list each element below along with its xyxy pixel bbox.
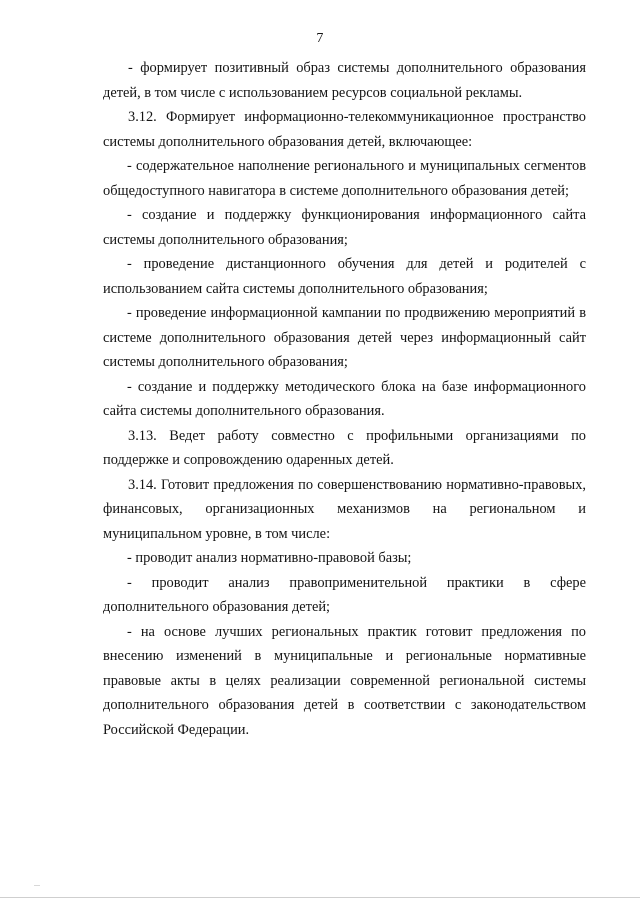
list-item-legal-analysis: - проводит анализ нормативно-правовой базы;	[127, 550, 412, 566]
list-item-practice-analysis: - проводит анализ правоприменительной практики в сфере дополнительного образования детей;	[103, 574, 586, 615]
page-number: 7	[316, 31, 324, 46]
scan-mark	[34, 885, 40, 886]
document-body	[103, 56, 586, 742]
paragraph-3-13: 3.13. Ведет работу совместно с профильными организациями по поддержке и сопровождению одаренных детей.	[103, 427, 586, 468]
page-bottom-rule	[0, 897, 640, 898]
paragraph-3-14: 3.14. Готовит предложения по совершенствованию нормативно-правовых, финансовых, организационных механизмов на региональном и муниципальном уровне, в том числе:	[103, 476, 586, 542]
list-item-distance-learning: - проведение дистанционного обучения для детей и родителей с использованием сайта системы дополнительного образования;	[103, 256, 586, 297]
list-item-info-site: - создание и поддержку функционирования информационного сайта системы дополнительного образования;	[103, 207, 586, 248]
paragraph-3-12: 3.12. Формирует информационно-телекоммуникационное пространство системы дополнительного образования детей, включающее:	[103, 109, 586, 150]
list-item-methodical-block: - создание и поддержку методического блока на базе информационного сайта системы дополнительного образования.	[103, 378, 586, 419]
list-item-proposals: - на основе лучших региональных практик готовит предложения по внесению изменений в муниципальные и региональные нормативные правовые акты в целях реализации современной региональной системы дополнительного образования детей в соответствии с законодательством Российской Федерации.	[103, 623, 586, 738]
list-item-navigator: - содержательное наполнение регионального и муниципальных сегментов общедоступного навигатора в системе дополнительного образования детей;	[103, 158, 586, 199]
list-item-info-campaign: - проведение информационной кампании по продвижению мероприятий в системе дополнительного образования детей через информационный сайт системы дополнительного образования;	[103, 305, 586, 370]
paragraph-positive-image: - формирует позитивный образ системы дополнительного образования детей, в том числе с использованием ресурсов социальной рекламы.	[103, 60, 586, 101]
